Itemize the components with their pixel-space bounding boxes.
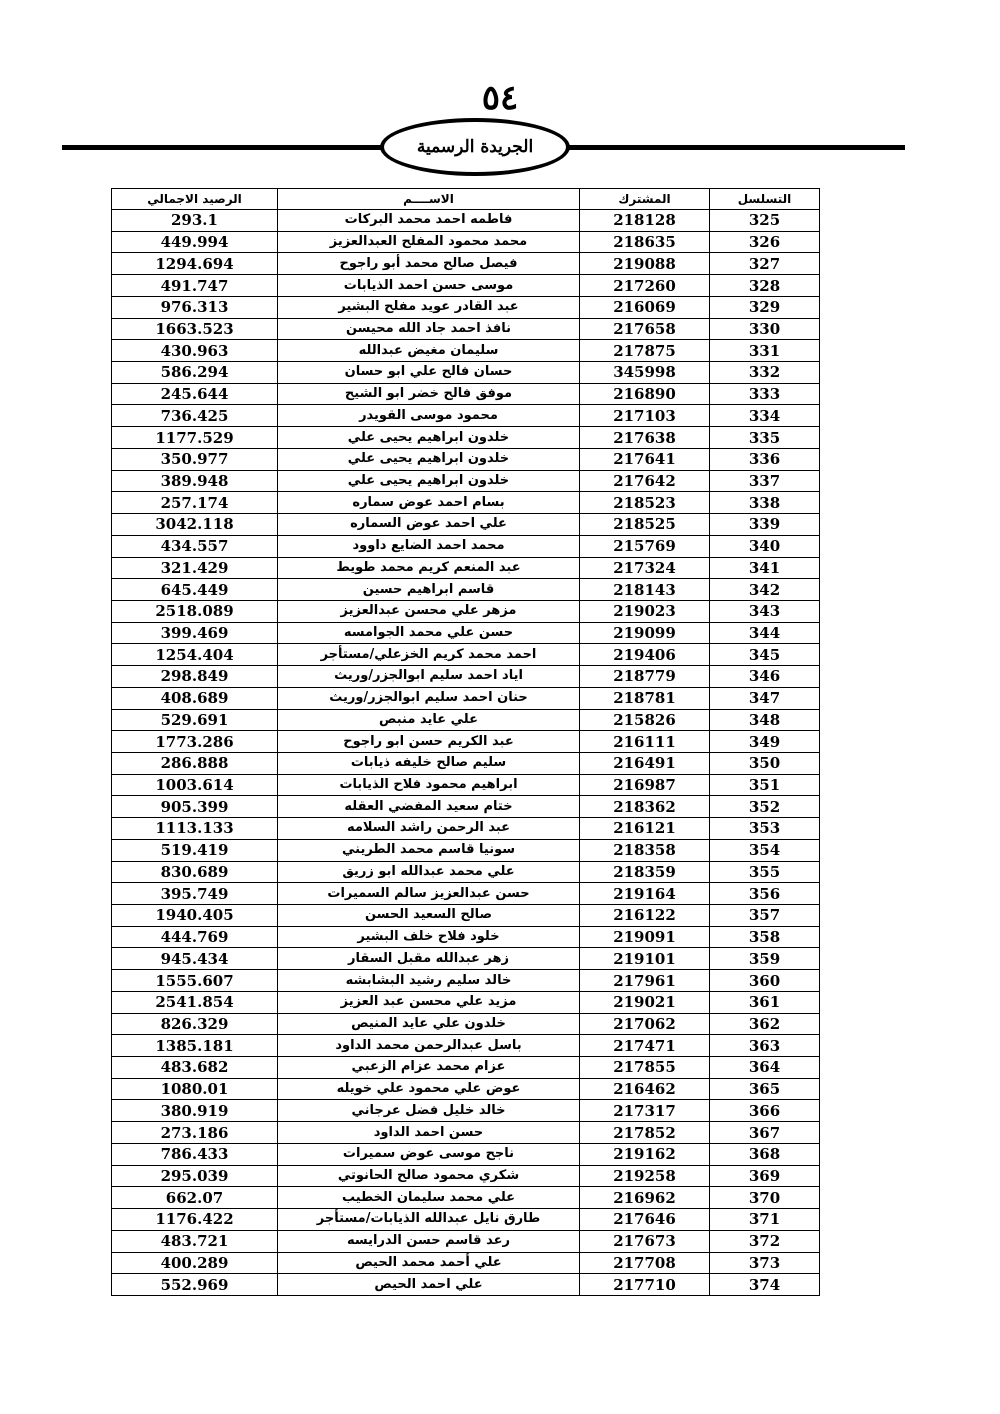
serial-cell: 349 xyxy=(710,731,820,753)
name-cell: رعد قاسم حسن الدرايسه xyxy=(278,1230,580,1252)
total-cell: 395.749 xyxy=(112,883,278,905)
name-cell: فاطمه احمد محمد البركات xyxy=(278,210,580,232)
header-rule-right xyxy=(560,145,905,150)
subscriber-cell: 216491 xyxy=(580,752,710,774)
name-cell: عبد المنعم كريم محمد طويط xyxy=(278,557,580,579)
subscriber-cell: 219021 xyxy=(580,991,710,1013)
serial-cell: 347 xyxy=(710,687,820,709)
serial-cell: 336 xyxy=(710,448,820,470)
subscriber-cell: 216962 xyxy=(580,1187,710,1209)
table-row xyxy=(112,1187,820,1209)
subscriber-cell: 218128 xyxy=(580,210,710,232)
subscriber-cell: 218523 xyxy=(580,492,710,514)
total-cell: 350.977 xyxy=(112,448,278,470)
name-cell: مزيد علي محسن عبد العزيز xyxy=(278,991,580,1013)
serial-cell: 332 xyxy=(710,362,820,384)
table-row xyxy=(112,448,820,470)
serial-cell: 338 xyxy=(710,492,820,514)
name-cell: علي احمد عوض السماره xyxy=(278,514,580,536)
serial-cell: 340 xyxy=(710,535,820,557)
table-row xyxy=(112,1100,820,1122)
total-cell: 529.691 xyxy=(112,709,278,731)
table-row xyxy=(112,644,820,666)
total-cell: 1385.181 xyxy=(112,1035,278,1057)
total-cell: 519.419 xyxy=(112,839,278,861)
total-cell: 1773.286 xyxy=(112,731,278,753)
table-row xyxy=(112,687,820,709)
name-cell: محمود موسى القويدر xyxy=(278,405,580,427)
name-cell: مزهر علي محسن عبدالعزيز xyxy=(278,600,580,622)
table-row xyxy=(112,383,820,405)
table-row xyxy=(112,210,820,232)
table-row xyxy=(112,579,820,601)
name-cell: عبد الرحمن راشد السلامه xyxy=(278,818,580,840)
name-cell: قاسم ابراهيم حسين xyxy=(278,579,580,601)
serial-cell: 359 xyxy=(710,948,820,970)
name-cell: احمد محمد كريم الخزعلي/مستأجر xyxy=(278,644,580,666)
name-cell: زهر عبدالله مقبل السقار xyxy=(278,948,580,970)
total-cell: 389.948 xyxy=(112,470,278,492)
subscriber-cell: 216069 xyxy=(580,296,710,318)
serial-cell: 370 xyxy=(710,1187,820,1209)
total-cell: 945.434 xyxy=(112,948,278,970)
table-row xyxy=(112,1122,820,1144)
serial-cell: 351 xyxy=(710,774,820,796)
name-cell: عوض علي محمود علي خويله xyxy=(278,1078,580,1100)
column-header-name: الاســــم xyxy=(278,189,580,210)
name-cell: خالد سليم رشيد البشابشه xyxy=(278,970,580,992)
total-cell: 483.682 xyxy=(112,1057,278,1079)
total-cell: 483.721 xyxy=(112,1230,278,1252)
name-cell: فيصل صالح محمد أبو راجوح xyxy=(278,253,580,275)
subscriber-cell: 217673 xyxy=(580,1230,710,1252)
subscriber-cell: 219101 xyxy=(580,948,710,970)
table-row xyxy=(112,296,820,318)
serial-cell: 358 xyxy=(710,926,820,948)
table-row xyxy=(112,839,820,861)
subscriber-cell: 217658 xyxy=(580,318,710,340)
name-cell: سونيا قاسم محمد الطريني xyxy=(278,839,580,861)
table-header-row xyxy=(112,189,820,210)
table-row xyxy=(112,883,820,905)
name-cell: علي أحمد محمد الحيص xyxy=(278,1252,580,1274)
name-cell: خلدون علي عايد المنيص xyxy=(278,1013,580,1035)
serial-cell: 366 xyxy=(710,1100,820,1122)
table-row xyxy=(112,427,820,449)
total-cell: 444.769 xyxy=(112,926,278,948)
subscriber-cell: 217852 xyxy=(580,1122,710,1144)
total-cell: 1294.694 xyxy=(112,253,278,275)
total-cell: 662.07 xyxy=(112,1187,278,1209)
total-cell: 380.919 xyxy=(112,1100,278,1122)
total-cell: 645.449 xyxy=(112,579,278,601)
subscriber-cell: 219088 xyxy=(580,253,710,275)
total-cell: 399.469 xyxy=(112,622,278,644)
table-row xyxy=(112,405,820,427)
name-cell: بسام احمد عوض سماره xyxy=(278,492,580,514)
total-cell: 1080.01 xyxy=(112,1078,278,1100)
name-cell: حسن احمد الداود xyxy=(278,1122,580,1144)
subscriber-cell: 219091 xyxy=(580,926,710,948)
subscriber-cell: 215826 xyxy=(580,709,710,731)
name-cell: ختام سعيد المفضي العقله xyxy=(278,796,580,818)
subscriber-cell: 219258 xyxy=(580,1165,710,1187)
subscriber-cell: 217646 xyxy=(580,1209,710,1231)
total-cell: 3042.118 xyxy=(112,514,278,536)
serial-cell: 353 xyxy=(710,818,820,840)
gazette-title: الجريدة الرسمية xyxy=(416,137,534,157)
total-cell: 1663.523 xyxy=(112,318,278,340)
name-cell: ابراهيم محمود فلاح الذيابات xyxy=(278,774,580,796)
subscriber-cell: 216111 xyxy=(580,731,710,753)
total-cell: 976.313 xyxy=(112,296,278,318)
subscriber-cell: 217642 xyxy=(580,470,710,492)
subscriber-cell: 218525 xyxy=(580,514,710,536)
subscriber-cell: 217103 xyxy=(580,405,710,427)
serial-cell: 357 xyxy=(710,905,820,927)
subscriber-cell: 217638 xyxy=(580,427,710,449)
table-row xyxy=(112,861,820,883)
subscriber-cell: 217875 xyxy=(580,340,710,362)
name-cell: نافذ احمد جاد الله محيسن xyxy=(278,318,580,340)
total-cell: 830.689 xyxy=(112,861,278,883)
subscriber-cell: 217324 xyxy=(580,557,710,579)
name-cell: حنان احمد سليم ابوالجزر/وريث xyxy=(278,687,580,709)
serial-cell: 373 xyxy=(710,1252,820,1274)
table-row xyxy=(112,253,820,275)
subscriber-cell: 218781 xyxy=(580,687,710,709)
subscriber-cell: 218143 xyxy=(580,579,710,601)
total-cell: 245.644 xyxy=(112,383,278,405)
subscriber-cell: 217961 xyxy=(580,970,710,992)
table-row xyxy=(112,1057,820,1079)
name-cell: شكري محمود صالح الحانوتي xyxy=(278,1165,580,1187)
subscriber-cell: 216987 xyxy=(580,774,710,796)
total-cell: 1254.404 xyxy=(112,644,278,666)
total-cell: 1555.607 xyxy=(112,970,278,992)
serial-cell: 325 xyxy=(710,210,820,232)
table-row xyxy=(112,600,820,622)
serial-cell: 328 xyxy=(710,275,820,297)
serial-cell: 345 xyxy=(710,644,820,666)
name-cell: موفق فالح خضر ابو الشيح xyxy=(278,383,580,405)
table-row xyxy=(112,622,820,644)
table-row xyxy=(112,318,820,340)
table-row xyxy=(112,818,820,840)
serial-cell: 344 xyxy=(710,622,820,644)
column-header-total: الرصيد الاجمالي xyxy=(112,189,278,210)
table-row xyxy=(112,514,820,536)
serial-cell: 350 xyxy=(710,752,820,774)
total-cell: 2518.089 xyxy=(112,600,278,622)
gazette-title-oval xyxy=(380,118,570,176)
serial-cell: 337 xyxy=(710,470,820,492)
serial-cell: 368 xyxy=(710,1143,820,1165)
total-cell: 434.557 xyxy=(112,535,278,557)
serial-cell: 327 xyxy=(710,253,820,275)
serial-cell: 356 xyxy=(710,883,820,905)
name-cell: ناجح موسى عوض سميرات xyxy=(278,1143,580,1165)
subscriber-cell: 219023 xyxy=(580,600,710,622)
subscriber-cell: 218358 xyxy=(580,839,710,861)
name-cell: علي محمد عبدالله ابو زريق xyxy=(278,861,580,883)
name-cell: خلدون ابراهيم يحيى علي xyxy=(278,448,580,470)
total-cell: 430.963 xyxy=(112,340,278,362)
subscriber-cell: 217471 xyxy=(580,1035,710,1057)
name-cell: محمد محمود المفلح العبدالعزيز xyxy=(278,231,580,253)
name-cell: اياد احمد سليم ابوالجزر/وريث xyxy=(278,666,580,688)
name-cell: عزام محمد عزام الزعبي xyxy=(278,1057,580,1079)
table-row xyxy=(112,731,820,753)
table-row xyxy=(112,1274,820,1296)
table-row xyxy=(112,275,820,297)
serial-cell: 335 xyxy=(710,427,820,449)
total-cell: 1177.529 xyxy=(112,427,278,449)
serial-cell: 369 xyxy=(710,1165,820,1187)
total-cell: 286.888 xyxy=(112,752,278,774)
subscriber-cell: 216890 xyxy=(580,383,710,405)
name-cell: حسن علي محمد الجوامسه xyxy=(278,622,580,644)
subscriber-cell: 219099 xyxy=(580,622,710,644)
name-cell: صالح السعيد الحسن xyxy=(278,905,580,927)
name-cell: محمد احمد الضايع داوود xyxy=(278,535,580,557)
name-cell: سليمان مغيض عبدالله xyxy=(278,340,580,362)
subscriber-cell: 217708 xyxy=(580,1252,710,1274)
total-cell: 408.689 xyxy=(112,687,278,709)
subscriber-cell: 217641 xyxy=(580,448,710,470)
subscriber-cell: 217260 xyxy=(580,275,710,297)
total-cell: 321.429 xyxy=(112,557,278,579)
total-cell: 552.969 xyxy=(112,1274,278,1296)
total-cell: 1176.422 xyxy=(112,1209,278,1231)
table-row xyxy=(112,970,820,992)
table-row xyxy=(112,470,820,492)
subscriber-cell: 217317 xyxy=(580,1100,710,1122)
subscriber-cell: 218359 xyxy=(580,861,710,883)
serial-cell: 329 xyxy=(710,296,820,318)
table-row xyxy=(112,905,820,927)
name-cell: خلدون ابراهيم يحيى علي xyxy=(278,427,580,449)
serial-cell: 346 xyxy=(710,666,820,688)
subscriber-cell: 217855 xyxy=(580,1057,710,1079)
serial-cell: 365 xyxy=(710,1078,820,1100)
subscriber-cell: 219162 xyxy=(580,1143,710,1165)
subscriber-cell: 216122 xyxy=(580,905,710,927)
column-header-serial: التسلسل xyxy=(710,189,820,210)
subscriber-cell: 219164 xyxy=(580,883,710,905)
total-cell: 449.994 xyxy=(112,231,278,253)
table-row xyxy=(112,340,820,362)
serial-cell: 354 xyxy=(710,839,820,861)
total-cell: 295.039 xyxy=(112,1165,278,1187)
serial-cell: 372 xyxy=(710,1230,820,1252)
table-body xyxy=(112,210,820,1296)
name-cell: خالد خليل فضل عرجاني xyxy=(278,1100,580,1122)
table-row xyxy=(112,774,820,796)
serial-cell: 348 xyxy=(710,709,820,731)
name-cell: حسان فالح علي ابو حسان xyxy=(278,362,580,384)
table-row xyxy=(112,1078,820,1100)
subscriber-cell: 215769 xyxy=(580,535,710,557)
subscriber-cell: 216462 xyxy=(580,1078,710,1100)
table-row xyxy=(112,752,820,774)
table-row xyxy=(112,991,820,1013)
serial-cell: 367 xyxy=(710,1122,820,1144)
name-cell: خلدون ابراهيم يحيى علي xyxy=(278,470,580,492)
subscribers-table xyxy=(111,188,820,1296)
column-header-subscriber: المشترك xyxy=(580,189,710,210)
serial-cell: 331 xyxy=(710,340,820,362)
table-row xyxy=(112,948,820,970)
subscriber-cell: 218635 xyxy=(580,231,710,253)
total-cell: 826.329 xyxy=(112,1013,278,1035)
name-cell: سليم صالح خليفه ذيابات xyxy=(278,752,580,774)
table-row xyxy=(112,557,820,579)
serial-cell: 330 xyxy=(710,318,820,340)
header-rule-left xyxy=(62,145,392,150)
table-row xyxy=(112,709,820,731)
serial-cell: 342 xyxy=(710,579,820,601)
total-cell: 298.849 xyxy=(112,666,278,688)
name-cell: علي عايد منبص xyxy=(278,709,580,731)
subscriber-cell: 219406 xyxy=(580,644,710,666)
page-number: ٥٤ xyxy=(481,78,519,118)
name-cell: طارق نايل عبدالله الذيابات/مستأجر xyxy=(278,1209,580,1231)
serial-cell: 363 xyxy=(710,1035,820,1057)
subscriber-cell: 345998 xyxy=(580,362,710,384)
table-row xyxy=(112,1252,820,1274)
name-cell: علي احمد الحيص xyxy=(278,1274,580,1296)
serial-cell: 341 xyxy=(710,557,820,579)
serial-cell: 362 xyxy=(710,1013,820,1035)
table-row xyxy=(112,1209,820,1231)
serial-cell: 360 xyxy=(710,970,820,992)
serial-cell: 326 xyxy=(710,231,820,253)
table-row xyxy=(112,362,820,384)
serial-cell: 334 xyxy=(710,405,820,427)
serial-cell: 371 xyxy=(710,1209,820,1231)
table-row xyxy=(112,1230,820,1252)
table-row xyxy=(112,926,820,948)
total-cell: 736.425 xyxy=(112,405,278,427)
total-cell: 293.1 xyxy=(112,210,278,232)
total-cell: 905.399 xyxy=(112,796,278,818)
table-row xyxy=(112,1035,820,1057)
table-row xyxy=(112,492,820,514)
name-cell: خلود فلاح خلف البشير xyxy=(278,926,580,948)
name-cell: موسى حسن احمد الذيابات xyxy=(278,275,580,297)
serial-cell: 343 xyxy=(710,600,820,622)
total-cell: 1940.405 xyxy=(112,905,278,927)
serial-cell: 355 xyxy=(710,861,820,883)
table-row xyxy=(112,1143,820,1165)
serial-cell: 333 xyxy=(710,383,820,405)
table-row xyxy=(112,1013,820,1035)
subscriber-cell: 216121 xyxy=(580,818,710,840)
total-cell: 257.174 xyxy=(112,492,278,514)
total-cell: 273.186 xyxy=(112,1122,278,1144)
subscriber-cell: 217710 xyxy=(580,1274,710,1296)
total-cell: 1113.133 xyxy=(112,818,278,840)
serial-cell: 364 xyxy=(710,1057,820,1079)
total-cell: 400.289 xyxy=(112,1252,278,1274)
subscriber-cell: 218779 xyxy=(580,666,710,688)
subscriber-cell: 217062 xyxy=(580,1013,710,1035)
serial-cell: 352 xyxy=(710,796,820,818)
table-row xyxy=(112,796,820,818)
name-cell: باسل عبدالرحمن محمد الداود xyxy=(278,1035,580,1057)
table-row xyxy=(112,666,820,688)
serial-cell: 361 xyxy=(710,991,820,1013)
name-cell: حسن عبدالعزيز سالم السميرات xyxy=(278,883,580,905)
total-cell: 1003.614 xyxy=(112,774,278,796)
name-cell: علي محمد سليمان الخطيب xyxy=(278,1187,580,1209)
table-row xyxy=(112,1165,820,1187)
name-cell: عبد القادر عويد مفلح البشير xyxy=(278,296,580,318)
serial-cell: 374 xyxy=(710,1274,820,1296)
total-cell: 2541.854 xyxy=(112,991,278,1013)
name-cell: عبد الكريم حسن ابو راجوح xyxy=(278,731,580,753)
table-row xyxy=(112,231,820,253)
total-cell: 491.747 xyxy=(112,275,278,297)
serial-cell: 339 xyxy=(710,514,820,536)
subscriber-cell: 218362 xyxy=(580,796,710,818)
total-cell: 786.433 xyxy=(112,1143,278,1165)
table-row xyxy=(112,535,820,557)
total-cell: 586.294 xyxy=(112,362,278,384)
